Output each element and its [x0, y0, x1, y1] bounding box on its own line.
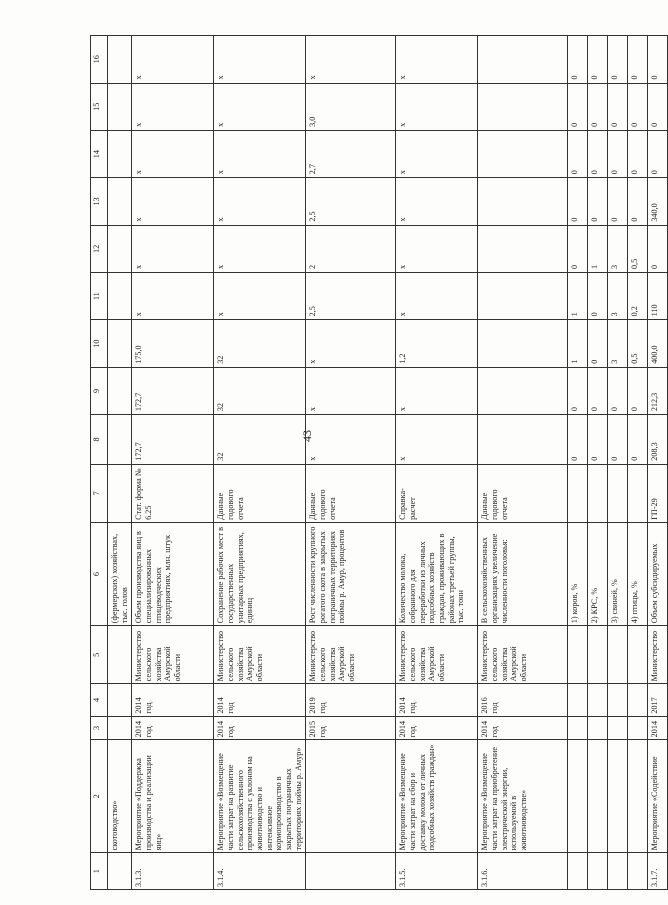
table-cell: 340,0	[648, 178, 668, 225]
table-cell	[588, 464, 608, 522]
table-cell: 3) свиней, %	[608, 522, 628, 625]
table-cell: 208,3	[648, 415, 668, 465]
table-cell: x	[132, 130, 214, 177]
table-cell: 2,7	[306, 130, 396, 177]
table-cell: x	[306, 367, 396, 414]
table-cell: x	[396, 178, 478, 225]
table-cell: (фермерских) хозяйствах, тыс. голов	[108, 522, 132, 625]
table-cell: Данные годового отчета	[214, 464, 306, 522]
table-cell	[108, 225, 132, 272]
table-cell	[108, 853, 132, 890]
table-cell: 1	[568, 273, 588, 320]
table-cell: 32	[214, 415, 306, 465]
table-cell: 0	[608, 130, 628, 177]
table-cell: 2014 год	[214, 716, 306, 740]
table-cell: Министерство сельского хозяйства Амурской области	[306, 626, 396, 684]
table-cell: 3	[608, 225, 628, 272]
table-cell: 2015 год	[306, 716, 396, 740]
table-cell: 3.1.7.	[648, 853, 668, 890]
table-cell	[478, 320, 568, 367]
table-cell	[306, 740, 396, 853]
table-cell: 0	[608, 83, 628, 130]
table-cell: Мероприятие «Возмещение части затрат на приобретение электрической энергии, используемой в животноводстве»	[478, 740, 568, 853]
table-row	[214, 36, 306, 890]
table-cell: x	[396, 367, 478, 414]
table-cell: скотоводство»	[108, 740, 132, 853]
table-row	[132, 36, 214, 890]
table-cell: x	[396, 273, 478, 320]
table-cell: 3,0	[306, 83, 396, 130]
table-cell: В сельскохозяйственных организациях увеличение численности поголовья:	[478, 522, 568, 625]
table-cell: 2014	[648, 716, 668, 740]
table-row	[588, 36, 608, 890]
table-cell: Стат. форма № 6.25	[132, 464, 214, 522]
table-cell: Данные годового отчета	[306, 464, 396, 522]
table-cell	[588, 716, 608, 740]
column-header-4: 4	[91, 684, 108, 716]
table-cell: 3.1.6.	[478, 853, 568, 890]
table-cell: 0,5	[628, 225, 648, 272]
table-cell: 0	[588, 83, 608, 130]
table-cell	[628, 684, 648, 716]
table-cell: 1	[568, 320, 588, 367]
table-cell: 0	[628, 367, 648, 414]
table-cell	[108, 415, 132, 465]
table-cell: x	[214, 36, 306, 84]
table-cell	[568, 464, 588, 522]
table-cell: 2) КРС, %	[588, 522, 608, 625]
table-cell: 0	[588, 36, 608, 84]
table-cell	[306, 853, 396, 890]
table-cell: 2014 год	[396, 684, 478, 716]
table-cell: 2014 год	[214, 684, 306, 716]
table-row	[608, 36, 628, 890]
table-cell	[478, 367, 568, 414]
table-cell: 2,5	[306, 273, 396, 320]
table-cell: 172,7	[132, 415, 214, 465]
table-cell	[608, 684, 628, 716]
table-cell: 2	[306, 225, 396, 272]
column-header-5: 5	[91, 626, 108, 684]
table-row	[568, 36, 588, 890]
column-header-15: 15	[91, 83, 108, 130]
table-cell: 0	[568, 415, 588, 465]
table-cell: 2017	[648, 684, 668, 716]
table-cell: 1,2	[396, 320, 478, 367]
page-number: 43	[300, 430, 314, 442]
table-cell: 110	[648, 273, 668, 320]
column-header-2: 2	[91, 740, 108, 853]
column-header-14: 14	[91, 130, 108, 177]
table-cell: Мероприятие «Возмещение части затрат на развитие сельскохозяйственного производства с уклоном на животноводство и интенсивное кормопроизводство в закрытых пограничных территориях поймы р. Амур»	[214, 740, 306, 853]
table-cell: 0	[608, 367, 628, 414]
table-row	[396, 36, 478, 890]
rotated-table-container	[90, 35, 660, 890]
column-header-10: 10	[91, 320, 108, 367]
table-cell	[108, 36, 132, 84]
table-cell: 175,0	[132, 320, 214, 367]
table-cell	[608, 716, 628, 740]
table-cell: x	[132, 225, 214, 272]
table-cell: x	[214, 225, 306, 272]
table-row	[648, 36, 668, 890]
table-row	[478, 36, 568, 890]
table-cell: 4) птицы, %	[628, 522, 648, 625]
table-cell: 400,0	[648, 320, 668, 367]
table-cell	[608, 740, 628, 853]
table-cell	[568, 716, 588, 740]
table-cell: Сохранение рабочих мест в государственных унитарных предприятиях, единиц	[214, 522, 306, 625]
table-cell	[478, 83, 568, 130]
column-header-6: 6	[91, 522, 108, 625]
table-cell: Объем производства яиц в специализированных птицеводческих предприятиях, млн. штук	[132, 522, 214, 625]
table-cell: ГП-29	[648, 464, 668, 522]
table-cell	[588, 853, 608, 890]
table-cell: 32	[214, 367, 306, 414]
table-cell: x	[214, 83, 306, 130]
table-cell: 0	[628, 415, 648, 465]
table-cell: x	[132, 273, 214, 320]
table-cell: 2014 год	[132, 684, 214, 716]
table-cell	[568, 740, 588, 853]
column-header-9: 9	[91, 367, 108, 414]
table-cell	[588, 684, 608, 716]
table-cell: 2014 год	[132, 716, 214, 740]
table-cell: 0	[648, 130, 668, 177]
table-cell: 0	[608, 36, 628, 84]
table-row	[306, 36, 396, 890]
table-cell: x	[396, 130, 478, 177]
table-cell	[478, 415, 568, 465]
table-cell	[108, 367, 132, 414]
table-cell	[108, 716, 132, 740]
table-cell: 0	[648, 83, 668, 130]
table-cell	[628, 464, 648, 522]
table-cell	[108, 626, 132, 684]
table-cell: 3.1.3.	[132, 853, 214, 890]
table-cell	[108, 130, 132, 177]
table-cell: 0	[588, 178, 608, 225]
table-cell	[568, 853, 588, 890]
table-cell: 0	[588, 367, 608, 414]
table-cell: x	[132, 178, 214, 225]
table-cell	[628, 716, 648, 740]
table-cell: x	[132, 83, 214, 130]
table-cell: Справка-расчет	[396, 464, 478, 522]
table-cell: Министерство сельского хозяйства Амурской области	[214, 626, 306, 684]
table-cell: Объем субсидируемых	[648, 522, 668, 625]
table-cell: x	[396, 225, 478, 272]
table-cell: 0	[568, 130, 588, 177]
table-cell: 3	[608, 320, 628, 367]
table-cell: Министерство сельского хозяйства Амурской области	[478, 626, 568, 684]
table-cell	[478, 178, 568, 225]
table-cell: Рост численности крупного рогатого скота в закрытых пограничных территориях поймы р. Амур, процентов	[306, 522, 396, 625]
table-cell	[568, 626, 588, 684]
table-cell: 0	[648, 225, 668, 272]
table-cell: Мероприятие «Содействие	[648, 740, 668, 853]
table-cell	[568, 684, 588, 716]
column-header-8: 8	[91, 415, 108, 465]
table-cell: x	[396, 415, 478, 465]
table-cell: 0	[568, 178, 588, 225]
table-cell	[478, 225, 568, 272]
column-header-11: 11	[91, 273, 108, 320]
table-cell: x	[306, 36, 396, 84]
table-cell: x	[306, 320, 396, 367]
table-cell	[608, 853, 628, 890]
table-cell	[628, 853, 648, 890]
table-cell: 1	[588, 225, 608, 272]
table-cell: 2014 год	[396, 716, 478, 740]
table-cell: 212,3	[648, 367, 668, 414]
column-header-12: 12	[91, 225, 108, 272]
table-cell: 2014 год	[478, 716, 568, 740]
table-cell: 172,7	[132, 367, 214, 414]
column-header-1: 1	[91, 853, 108, 890]
table-cell	[478, 36, 568, 84]
table-row	[628, 36, 648, 890]
table-cell	[628, 740, 648, 853]
table-cell: 3.1.5.	[396, 853, 478, 890]
table-cell: 0	[628, 83, 648, 130]
table-cell: 0	[628, 36, 648, 84]
table-cell: x	[396, 83, 478, 130]
table-cell: 2,5	[306, 178, 396, 225]
table-cell: 0	[628, 130, 648, 177]
table-cell	[108, 178, 132, 225]
table-cell	[588, 626, 608, 684]
table-cell: Мероприятие «Возмещение части затрат на сбор и доставку молока от личных подсобных хозяйств граждан»	[396, 740, 478, 853]
table-cell: 0	[568, 36, 588, 84]
table-cell: 0	[588, 415, 608, 465]
table-cell	[108, 320, 132, 367]
column-header-16: 16	[91, 36, 108, 84]
table-cell: 0	[608, 178, 628, 225]
table-cell: 0	[588, 320, 608, 367]
table-cell	[478, 130, 568, 177]
table-cell: x	[214, 178, 306, 225]
table-cell: 0,2	[628, 273, 648, 320]
column-header-3: 3	[91, 716, 108, 740]
table-cell	[628, 626, 648, 684]
table-cell: 0	[628, 178, 648, 225]
table-cell: 0	[568, 367, 588, 414]
table-cell	[108, 83, 132, 130]
table-cell: 0	[568, 225, 588, 272]
table-cell: 2019 год	[306, 684, 396, 716]
column-header-7: 7	[91, 464, 108, 522]
table-row	[108, 36, 132, 890]
table-cell: 0	[608, 415, 628, 465]
table-cell: Данные годового отчета	[478, 464, 568, 522]
table-cell: x	[214, 130, 306, 177]
table-cell: 0	[568, 83, 588, 130]
table-cell: 3.1.4.	[214, 853, 306, 890]
table-cell: 2016 год	[478, 684, 568, 716]
table-cell	[108, 684, 132, 716]
table-cell	[108, 273, 132, 320]
table-cell: 0	[588, 130, 608, 177]
header-row	[91, 36, 108, 890]
table-cell: Мероприятие «Поддержка производства и реализации яиц»	[132, 740, 214, 853]
table-cell: 3	[608, 273, 628, 320]
column-header-13: 13	[91, 178, 108, 225]
table-cell: 0	[588, 273, 608, 320]
indicators-table	[90, 35, 668, 890]
table-cell	[608, 626, 628, 684]
table-cell: 1) коров, %	[568, 522, 588, 625]
table-cell	[478, 273, 568, 320]
table-cell: Министерство сельского хозяйства Амурской области	[396, 626, 478, 684]
table-cell: x	[132, 36, 214, 84]
table-cell: x	[306, 415, 396, 465]
table-cell	[108, 464, 132, 522]
table-cell: Количество молока, собранного для переработки из личных подсобных хозяйств граждан, проживающих в районах третьей группы, тыс. тонн	[396, 522, 478, 625]
table-cell: x	[214, 273, 306, 320]
table-cell: x	[396, 36, 478, 84]
table-cell: 32	[214, 320, 306, 367]
table-cell: Министерство	[648, 626, 668, 684]
table-cell	[608, 464, 628, 522]
table-cell	[588, 740, 608, 853]
table-cell: Министерство сельского хозяйства Амурской области	[132, 626, 214, 684]
table-cell: 0,5	[628, 320, 648, 367]
table-cell: 0	[648, 36, 668, 84]
